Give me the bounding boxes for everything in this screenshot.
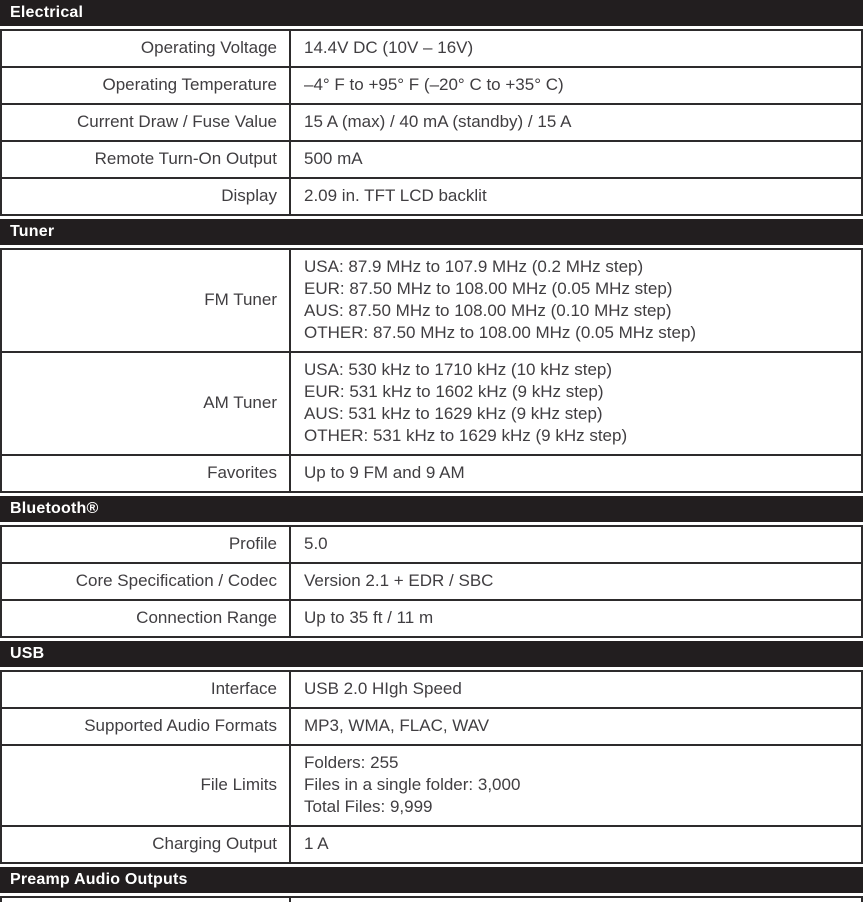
- spec-row-operating-voltage: [0, 31, 863, 68]
- spec-value: [291, 827, 861, 862]
- spec-value-line: AUS: 87.50 MHz to 108.00 MHz (0.10 MHz step): [304, 301, 672, 320]
- section-electrical: [0, 0, 863, 216]
- spec-value-line: 15 A (max) / 40 mA (standby) / 15 A: [304, 112, 572, 131]
- section-title: Bluetooth®: [10, 500, 99, 517]
- spec-value: [291, 672, 861, 707]
- section-title: Preamp Audio Outputs: [10, 871, 188, 888]
- spec-label: Profile: [2, 527, 291, 562]
- spec-row-current-draw: [0, 105, 863, 142]
- spec-row-display: [0, 179, 863, 216]
- spec-value: [291, 564, 861, 599]
- section-title: Electrical: [10, 4, 84, 21]
- spec-value-line: 14.4V DC (10V – 16V): [304, 38, 474, 57]
- spec-value-line: Up to 9 FM and 9 AM: [304, 463, 465, 482]
- spec-value: [291, 746, 861, 825]
- spec-label: Charging Output: [2, 827, 291, 862]
- spec-label: Supported Audio Formats: [2, 709, 291, 744]
- spec-value: [291, 527, 861, 562]
- section-usb: [0, 641, 863, 864]
- spec-label: Interface: [2, 672, 291, 707]
- spec-value: [291, 179, 861, 214]
- spec-row-operating-temperature: [0, 68, 863, 105]
- spec-label: Operating Voltage: [2, 31, 291, 66]
- spec-row-interface: [0, 672, 863, 709]
- spec-value-line: Total Files: 9,999: [304, 797, 433, 816]
- spec-row-charging-output: [0, 827, 863, 864]
- spec-value: [291, 709, 861, 744]
- spec-row-am-tuner: [0, 353, 863, 456]
- spec-value: [291, 353, 861, 454]
- spec-value: [291, 142, 861, 177]
- section-header-preamp: [0, 867, 863, 893]
- section-header-bluetooth: [0, 496, 863, 522]
- spec-value: [291, 601, 861, 636]
- spec-row-supported-audio-formats: [0, 709, 863, 746]
- spec-value-line: –4° F to +95° F (–20° C to +35° C): [304, 75, 564, 94]
- spec-value: [291, 898, 861, 902]
- spec-value-line: Up to 35 ft / 11 m: [304, 608, 434, 627]
- section-bluetooth: [0, 496, 863, 638]
- spec-row-favorites: [0, 456, 863, 493]
- section-header-usb: [0, 641, 863, 667]
- spec-value-line: USA: 87.9 MHz to 107.9 MHz (0.2 MHz step): [304, 257, 644, 276]
- spec-row-fm-tuner: [0, 250, 863, 353]
- spec-value-line: Files in a single folder: 3,000: [304, 775, 521, 794]
- spec-value-line: OTHER: 87.50 MHz to 108.00 MHz (0.05 MHz step): [304, 323, 697, 342]
- spec-row-core-specification: [0, 564, 863, 601]
- spec-value: [291, 105, 861, 140]
- spec-label: File Limits: [2, 746, 291, 825]
- spec-value-line: OTHER: 531 kHz to 1629 kHz (9 kHz step): [304, 426, 628, 445]
- spec-label: Remote Turn-On Output: [2, 142, 291, 177]
- section-rows: [0, 248, 863, 493]
- section-rows: [0, 29, 863, 216]
- spec-value-line: 2.09 in. TFT LCD backlit: [304, 186, 487, 205]
- spec-value-line: EUR: 87.50 MHz to 108.00 MHz (0.05 MHz step): [304, 279, 673, 298]
- spec-row-remote-turn-on: [0, 142, 863, 179]
- spec-row-connection-range: [0, 601, 863, 638]
- section-rows: [0, 896, 863, 902]
- spec-value-line: 5.0: [304, 534, 328, 553]
- section-tuner: [0, 219, 863, 493]
- section-rows: [0, 525, 863, 638]
- spec-value-line: 500 mA: [304, 149, 363, 168]
- spec-row-file-limits: [0, 746, 863, 827]
- spec-label: Connection Range: [2, 601, 291, 636]
- section-title: Tuner: [10, 223, 55, 240]
- section-header-electrical: [0, 0, 863, 26]
- spec-label: AM Tuner: [2, 353, 291, 454]
- spec-value-line: MP3, WMA, FLAC, WAV: [304, 716, 490, 735]
- spec-value-line: Folders: 255: [304, 753, 399, 772]
- spec-label: [2, 898, 291, 902]
- spec-value-line: USA: 530 kHz to 1710 kHz (10 kHz step): [304, 360, 613, 379]
- spec-value-line: 1 A: [304, 834, 329, 853]
- spec-value-line: USB 2.0 HIgh Speed: [304, 679, 462, 698]
- section-header-tuner: [0, 219, 863, 245]
- spec-value: [291, 250, 861, 351]
- spec-label: Core Specification / Codec: [2, 564, 291, 599]
- spec-label: Operating Temperature: [2, 68, 291, 103]
- spec-row-profile: [0, 527, 863, 564]
- spec-label: Display: [2, 179, 291, 214]
- spec-value: [291, 31, 861, 66]
- spec-value: [291, 68, 861, 103]
- spec-value-line: AUS: 531 kHz to 1629 kHz (9 kHz step): [304, 404, 603, 423]
- spec-row-partial: [0, 898, 863, 902]
- spec-label: Favorites: [2, 456, 291, 491]
- section-rows: [0, 670, 863, 864]
- spec-value-line: Version 2.1 + EDR / SBC: [304, 571, 494, 590]
- section-title: USB: [10, 645, 45, 662]
- spec-value: [291, 456, 861, 491]
- spec-value-line: EUR: 531 kHz to 1602 kHz (9 kHz step): [304, 382, 604, 401]
- section-preamp-audio-outputs: [0, 867, 863, 902]
- spec-label: FM Tuner: [2, 250, 291, 351]
- spec-label: Current Draw / Fuse Value: [2, 105, 291, 140]
